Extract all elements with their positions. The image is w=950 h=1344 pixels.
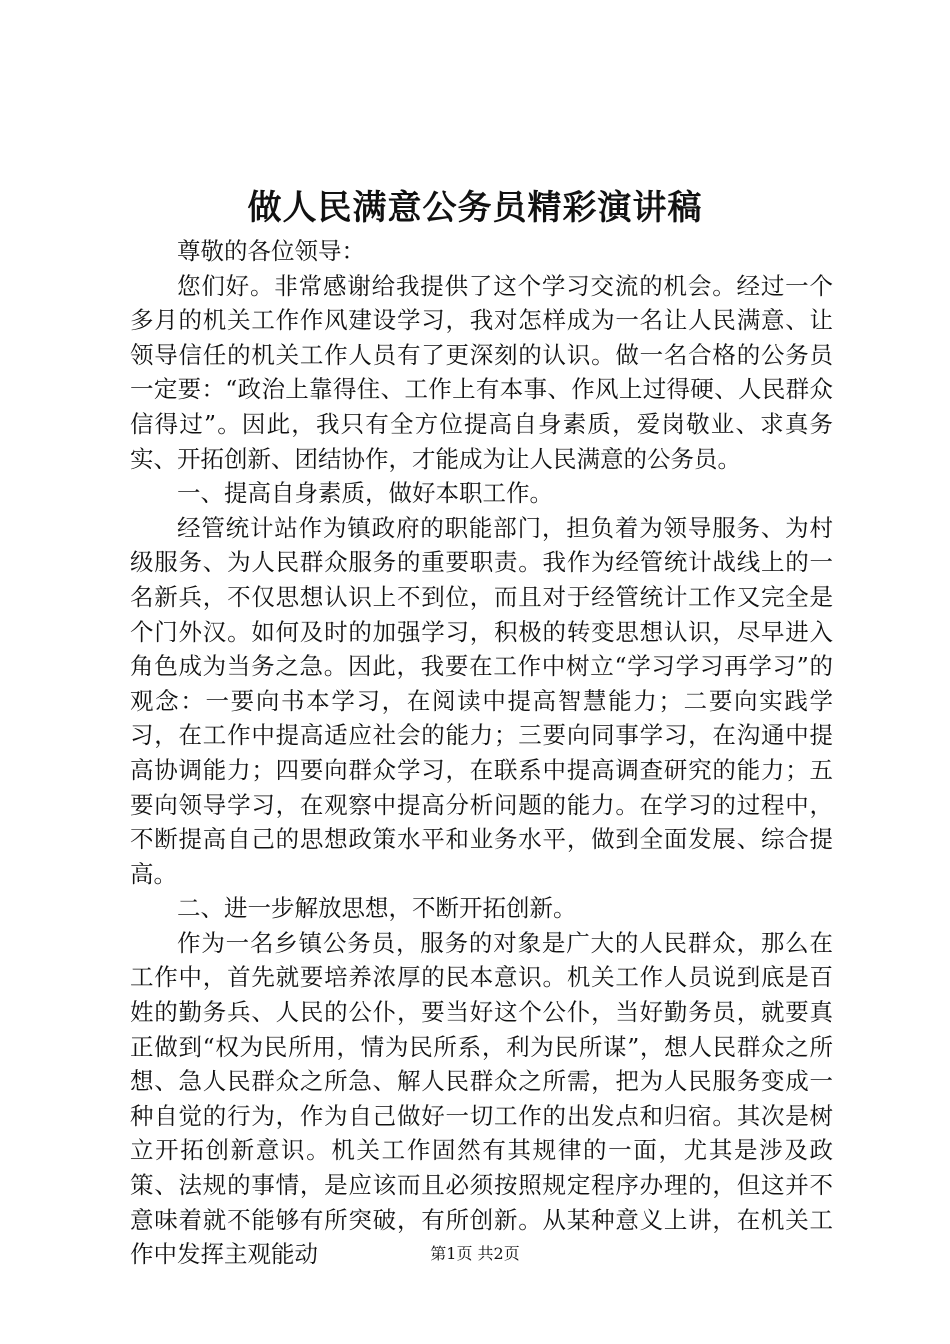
- page-footer: 第1页 共2页: [430, 1244, 520, 1263]
- section-heading-1: 一、提高自身素质，做好本职工作。: [177, 479, 553, 508]
- salutation: 尊敬的各位领导：: [177, 237, 365, 265]
- section-heading-2: 二、进一步解放思想，不断开拓创新。: [177, 894, 577, 923]
- document-body: [130, 234, 833, 1272]
- paragraph-intro: 您们好。非常感谢给我提供了这个学习交流的机会。经过一个多月的机关工作作风建设学习，我对怎样成为一名让人民满意、让领导信任的机关工作人员有了更深刻的认识。做一名合格的公务员一定要：“政治上靠得住、工作上有本事、作风上过得硬、人民群众信得过”。因此，我只有全方位提高自身素质，爱岗敬业、求真务实、开拓创新、团结协作，才能成为让人民满意的公务员。: [130, 271, 833, 473]
- paragraph-section-2: 作为一名乡镇公务员，服务的对象是广大的人民群众，那么在工作中，首先就要培养浓厚的民本意识。机关工作人员说到底是百姓的勤务兵、人民的公仆，要当好这个公仆，当好勤务员，就要真正做到“权为民所用，情为民所系，利为民所谋”，想人民群众之所想、急人民群众之所急、解人民群众之所需，把为人民服务变成一种自觉的行为，作为自己做好一切工作的出发点和归宿。其次是树立开拓创新意识。机关工作固然有其规律的一面，尤其是涉及政策、法规的事情，是应该而且必须按照规定程序办理的，但这并不意味着就不能够有所突破，有所创新。从某种意义上讲，在机关工作中发挥主观能动: [130, 928, 833, 1269]
- paragraph-section-1: 经管统计站作为镇政府的职能部门，担负着为领导服务、为村级服务、为人民群众服务的重要职责。我作为经管统计战线上的一名新兵，不仅思想认识上不到位，而且对于经管统计工作又完全是个门外汉。如何及时的加强学习，积极的转变思想认识，尽早进入角色成为当务之急。因此，我要在工作中树立“学习学习再学习”的观念：一要向书本学习，在阅读中提高智慧能力；二要向实践学习，在工作中提高适应社会的能力；三要向同事学习，在沟通中提高协调能力；四要向群众学习，在联系中提高调查研究的能力；五要向领导学习，在观察中提高分析问题的能力。在学习的过程中，不断提高自己的思想政策水平和业务水平，做到全面发展、综合提高。: [130, 513, 833, 888]
- document-title: 做人民满意公务员精彩演讲稿: [247, 188, 703, 228]
